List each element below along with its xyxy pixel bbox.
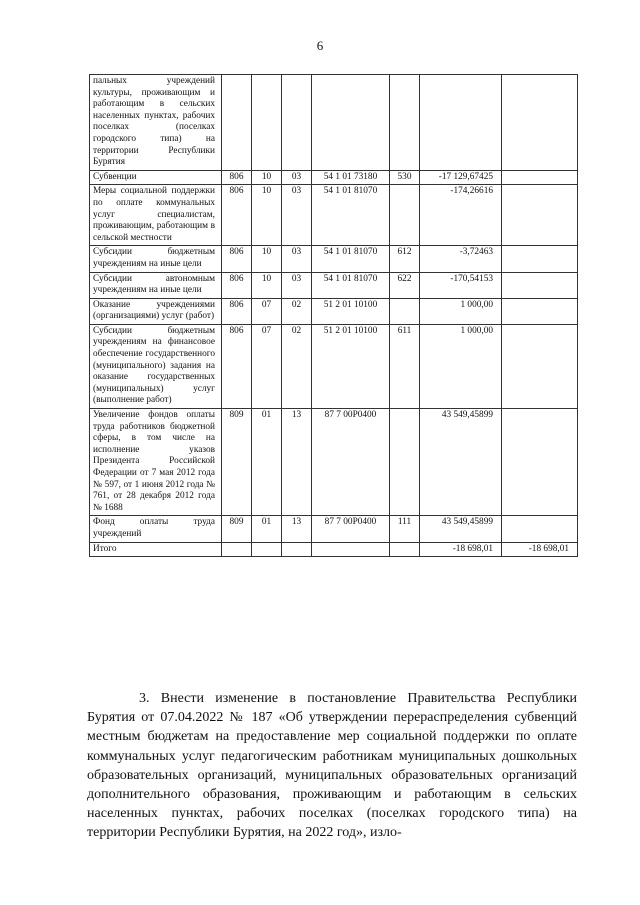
section-cell (252, 75, 282, 171)
table-row (90, 298, 578, 324)
target-article-cell (312, 542, 390, 557)
amount-total-cell (502, 170, 578, 185)
section-cell: 07 (252, 324, 282, 408)
table-row (90, 409, 578, 516)
name: Субсидии бюджетным учреждениям на иные цели (90, 246, 222, 272)
subsection-cell: 13 (282, 409, 312, 516)
table-row (90, 516, 578, 542)
amount-total-cell (502, 272, 578, 298)
target-article-cell: 54 1 01 81070 (312, 272, 390, 298)
section-cell: 07 (252, 298, 282, 324)
table-row (90, 246, 578, 272)
target-article-cell: 51 2 01 10100 (312, 324, 390, 408)
section-cell: 01 (252, 516, 282, 542)
amount-total-cell (502, 185, 578, 246)
name: Субсидии бюджетным учреждениям на финансовое обеспечение государственного (муниципального) задания на оказание государственных (муниципальных) услуг (выполнение работ) (90, 324, 222, 408)
amount-cell: 43 549,45899 (420, 516, 502, 542)
amount-total-cell: -18 698,01 (502, 542, 578, 557)
table-row (90, 324, 578, 408)
expense-type-cell: 611 (390, 324, 420, 408)
table-row (90, 272, 578, 298)
code-cell (222, 75, 252, 171)
amount-cell: 1 000,00 (420, 324, 502, 408)
subsection-cell: 03 (282, 185, 312, 246)
amount-total-cell (502, 75, 578, 171)
name: пальных учреждений культуры, проживающим и работающим в сельских населенных пунктах, рабочих поселках (поселках городского типа) на территории Республики Бурятия (90, 75, 222, 171)
target-article-cell: 54 1 01 73180 (312, 170, 390, 185)
code-cell: 806 (222, 272, 252, 298)
amount-cell: 1 000,00 (420, 298, 502, 324)
expense-type-cell: 622 (390, 272, 420, 298)
name: Итого (90, 542, 222, 557)
amount-cell: -174,26616 (420, 185, 502, 246)
amount-cell: -17 129,67425 (420, 170, 502, 185)
amount-cell: -18 698,01 (420, 542, 502, 557)
subsection-cell: 03 (282, 170, 312, 185)
table-row (90, 185, 578, 246)
code-cell: 809 (222, 409, 252, 516)
expense-type-cell (390, 298, 420, 324)
expense-type-cell: 111 (390, 516, 420, 542)
subsection-cell (282, 75, 312, 171)
budget-table (89, 74, 578, 557)
code-cell: 806 (222, 324, 252, 408)
section-cell: 10 (252, 246, 282, 272)
name: Фонд оплаты труда учреждений (90, 516, 222, 542)
amount-cell (420, 75, 502, 171)
code-cell: 806 (222, 185, 252, 246)
section-cell: 10 (252, 185, 282, 246)
code-cell: 806 (222, 298, 252, 324)
expense-type-cell (390, 185, 420, 246)
subsection-cell: 02 (282, 298, 312, 324)
section-cell: 01 (252, 409, 282, 516)
code-cell: 806 (222, 246, 252, 272)
subsection-cell: 02 (282, 324, 312, 408)
subsection-cell: 03 (282, 272, 312, 298)
target-article-cell (312, 75, 390, 171)
amount-total-cell (502, 516, 578, 542)
name: Субсидии автономным учреждениям на иные цели (90, 272, 222, 298)
target-article-cell: 87 7 00Р0400 (312, 409, 390, 516)
target-article-cell: 54 1 01 81070 (312, 185, 390, 246)
code-cell (222, 542, 252, 557)
target-article-cell: 87 7 00Р0400 (312, 516, 390, 542)
section-cell: 10 (252, 170, 282, 185)
amount-cell: 43 549,45899 (420, 409, 502, 516)
table-row (90, 542, 578, 557)
section-cell: 10 (252, 272, 282, 298)
table-row (90, 170, 578, 185)
page-number: 6 (316, 38, 324, 53)
expense-type-cell: 530 (390, 170, 420, 185)
expense-type-cell: 612 (390, 246, 420, 272)
name: Субвенции (90, 170, 222, 185)
amount-total-cell (502, 409, 578, 516)
amount-cell: -3,72463 (420, 246, 502, 272)
code-cell: 809 (222, 516, 252, 542)
amount-total-cell (502, 246, 578, 272)
subsection-cell: 13 (282, 516, 312, 542)
table-body (90, 75, 578, 557)
name: Оказание учреждениями (организациями) услуг (работ) (90, 298, 222, 324)
amount-total-cell (502, 324, 578, 408)
subsection-cell: 03 (282, 246, 312, 272)
subsection-cell (282, 542, 312, 557)
expense-type-cell (390, 409, 420, 516)
table-row (90, 75, 578, 171)
expense-type-cell (390, 542, 420, 557)
section-cell (252, 542, 282, 557)
name: Меры социальной поддержки по оплате коммунальных услуг специалистам, проживающим, работающим в сельской местности (90, 185, 222, 246)
expense-type-cell (390, 75, 420, 171)
amount-cell: -170,54153 (420, 272, 502, 298)
code-cell: 806 (222, 170, 252, 185)
amount-total-cell (502, 298, 578, 324)
body-paragraph: 3. Внести изменение в постановление Правительства Республики Бурятия от 07.04.2022 № 187 «Об утверждении перераспределения субвенций местным бюджетам на предоставление мер социальной поддержки по оплате коммунальных услуг педагогическим работникам муниципальных дошкольных образовательных организаций, муниципальных образовательных организаций дополнительного образования, проживающим и работающим в сельских населенных пунктах, рабочих поселках (поселках городского типа) на территории Республики Бурятия, на 2022 год», изло- (87, 691, 577, 841)
name: Увеличение фондов оплаты труда работников бюджетной сферы, в том числе на исполнение указов Президента Российской Федерации от 7 мая 2012 года № 597, от 1 июня 2012 года № 761, от 28 декабря 2012 года № 1688 (90, 409, 222, 516)
target-article-cell: 54 1 01 81070 (312, 246, 390, 272)
target-article-cell: 51 2 01 10100 (312, 298, 390, 324)
